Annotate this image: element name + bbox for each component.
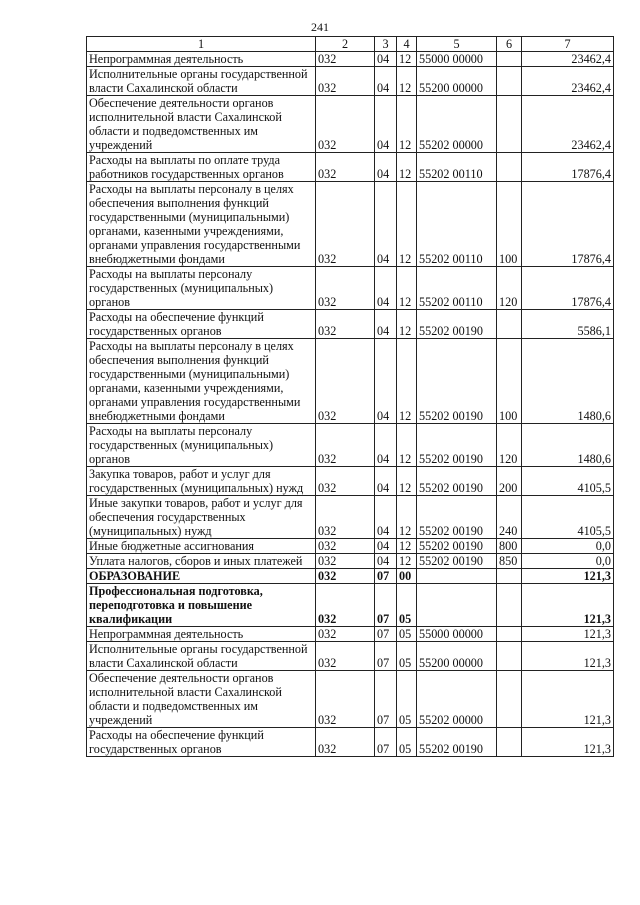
row-target-code: 55202 00190 [417,728,497,757]
row-expense-type-code [497,728,522,757]
row-amount: 121,3 [522,728,614,757]
row-ministry-code: 032 [316,671,375,728]
row-section-code: 07 [375,671,397,728]
row-name-cell: Уплата налогов, сборов и иных платежей [87,554,316,569]
row-expense-type-code: 200 [497,467,522,496]
row-expense-type-code: 100 [497,182,522,267]
row-name-cell: Расходы на обеспечение функций государственных органов [87,310,316,339]
row-amount: 0,0 [522,554,614,569]
row-ministry-code: 032 [316,339,375,424]
row-subsection-code: 05 [397,584,417,627]
row-expense-type-code: 800 [497,539,522,554]
row-name-cell: Расходы на выплаты персоналу государственных (муниципальных) органов [87,267,316,310]
row-amount: 121,3 [522,627,614,642]
row-name-cell: Иные закупки товаров, работ и услуг для обеспечения государственных (муниципальных) нужд [87,496,316,539]
row-target-code: 55202 00110 [417,153,497,182]
row-target-code [417,584,497,627]
row-ministry-code: 032 [316,584,375,627]
row-expense-type-code: 850 [497,554,522,569]
row-amount: 121,3 [522,569,614,584]
row-expense-type-code [497,569,522,584]
row-subsection-code: 12 [397,67,417,96]
table-row [87,569,614,584]
row-amount: 121,3 [522,642,614,671]
row-amount: 23462,4 [522,96,614,153]
row-section-code: 04 [375,424,397,467]
column-number-3: 3 [375,37,397,52]
row-target-code: 55202 00190 [417,496,497,539]
row-amount: 17876,4 [522,267,614,310]
row-subsection-code: 05 [397,728,417,757]
row-amount: 1480,6 [522,339,614,424]
table-row [87,67,614,96]
row-amount: 23462,4 [522,67,614,96]
row-section-code: 04 [375,539,397,554]
row-target-code: 55202 00190 [417,539,497,554]
table-row [87,554,614,569]
row-target-code: 55202 00000 [417,96,497,153]
row-subsection-code: 12 [397,424,417,467]
row-expense-type-code [497,52,522,67]
row-ministry-code: 032 [316,467,375,496]
row-subsection-code: 05 [397,671,417,728]
table-row [87,424,614,467]
row-ministry-code: 032 [316,96,375,153]
row-amount: 17876,4 [522,153,614,182]
row-subsection-code: 05 [397,642,417,671]
row-amount: 4105,5 [522,467,614,496]
table-row [87,267,614,310]
row-expense-type-code: 120 [497,267,522,310]
row-name-cell: Расходы на выплаты персоналу в целях обеспечения выполнения функций государственными (муниципальными) органами, казенными учреждениями, органами управления государственными внебюджетными фондами [87,339,316,424]
row-target-code: 55202 00190 [417,467,497,496]
row-subsection-code: 12 [397,267,417,310]
row-amount: 1480,6 [522,424,614,467]
row-ministry-code: 032 [316,554,375,569]
row-expense-type-code [497,671,522,728]
row-name-cell: ОБРАЗОВАНИЕ [87,569,316,584]
row-section-code: 04 [375,96,397,153]
table-row [87,627,614,642]
row-ministry-code: 032 [316,569,375,584]
table-row [87,339,614,424]
row-subsection-code: 12 [397,339,417,424]
row-ministry-code: 032 [316,728,375,757]
column-number-row [87,37,614,52]
row-name-cell: Исполнительные органы государственной власти Сахалинской области [87,642,316,671]
row-expense-type-code [497,642,522,671]
row-section-code: 04 [375,67,397,96]
row-amount: 4105,5 [522,496,614,539]
row-name-cell: Расходы на выплаты по оплате труда работников государственных органов [87,153,316,182]
row-subsection-code: 12 [397,52,417,67]
column-number-1: 1 [87,37,316,52]
row-name-cell: Обеспечение деятельности органов исполнительной власти Сахалинской области и подведомственных им учреждений [87,671,316,728]
row-section-code: 07 [375,569,397,584]
row-ministry-code: 032 [316,182,375,267]
row-expense-type-code: 120 [497,424,522,467]
row-subsection-code: 12 [397,96,417,153]
row-section-code: 07 [375,728,397,757]
row-amount: 121,3 [522,671,614,728]
row-expense-type-code: 240 [497,496,522,539]
budget-table [86,36,614,757]
row-name-cell: Расходы на выплаты персоналу государственных (муниципальных) органов [87,424,316,467]
table-row [87,642,614,671]
table-row [87,584,614,627]
row-amount: 23462,4 [522,52,614,67]
table-row [87,728,614,757]
row-target-code: 55200 00000 [417,642,497,671]
row-target-code: 55202 00110 [417,267,497,310]
row-subsection-code: 00 [397,569,417,584]
row-section-code: 04 [375,496,397,539]
row-name-cell: Непрограммная деятельность [87,52,316,67]
row-expense-type-code [497,96,522,153]
column-number-7: 7 [522,37,614,52]
row-name-cell: Обеспечение деятельности органов исполнительной власти Сахалинской области и подведомственных им учреждений [87,96,316,153]
column-number-2: 2 [316,37,375,52]
row-target-code: 55000 00000 [417,52,497,67]
row-target-code: 55200 00000 [417,67,497,96]
row-target-code: 55202 00190 [417,554,497,569]
row-expense-type-code [497,584,522,627]
row-name-cell: Расходы на выплаты персоналу в целях обеспечения выполнения функций государственными (муниципальными) органами, казенными учреждениями, органами управления государственными внебюджетными фондами [87,182,316,267]
row-section-code: 07 [375,584,397,627]
row-amount: 0,0 [522,539,614,554]
row-ministry-code: 032 [316,267,375,310]
row-section-code: 04 [375,554,397,569]
row-target-code: 55202 00190 [417,424,497,467]
table-row [87,310,614,339]
row-subsection-code: 12 [397,153,417,182]
row-amount: 5586,1 [522,310,614,339]
row-subsection-code: 12 [397,467,417,496]
row-target-code [417,569,497,584]
row-name-cell: Расходы на обеспечение функций государственных органов [87,728,316,757]
row-amount: 121,3 [522,584,614,627]
column-number-4: 4 [397,37,417,52]
page-number: 241 [311,20,329,34]
row-name-cell: Иные бюджетные ассигнования [87,539,316,554]
row-amount: 17876,4 [522,182,614,267]
table-row [87,153,614,182]
row-target-code: 55202 00190 [417,310,497,339]
row-section-code: 07 [375,627,397,642]
row-ministry-code: 032 [316,310,375,339]
column-number-5: 5 [417,37,497,52]
row-subsection-code: 12 [397,554,417,569]
row-section-code: 04 [375,182,397,267]
row-subsection-code: 12 [397,182,417,267]
row-name-cell: Профессиональная подготовка, переподготовка и повышение квалификации [87,584,316,627]
row-expense-type-code [497,310,522,339]
row-expense-type-code: 100 [497,339,522,424]
row-section-code: 07 [375,642,397,671]
row-expense-type-code [497,627,522,642]
column-number-6: 6 [497,37,522,52]
row-ministry-code: 032 [316,496,375,539]
row-subsection-code: 12 [397,496,417,539]
row-subsection-code: 05 [397,627,417,642]
row-ministry-code: 032 [316,627,375,642]
row-target-code: 55202 00190 [417,339,497,424]
row-section-code: 04 [375,310,397,339]
table-row [87,96,614,153]
table-row [87,671,614,728]
row-subsection-code: 12 [397,310,417,339]
row-ministry-code: 032 [316,153,375,182]
row-ministry-code: 032 [316,424,375,467]
row-expense-type-code [497,153,522,182]
row-section-code: 04 [375,267,397,310]
row-name-cell: Исполнительные органы государственной власти Сахалинской области [87,67,316,96]
table-row [87,467,614,496]
row-ministry-code: 032 [316,539,375,554]
row-target-code: 55202 00000 [417,671,497,728]
row-ministry-code: 032 [316,52,375,67]
row-subsection-code: 12 [397,539,417,554]
row-target-code: 55202 00110 [417,182,497,267]
row-ministry-code: 032 [316,67,375,96]
row-target-code: 55000 00000 [417,627,497,642]
row-name-cell: Непрограммная деятельность [87,627,316,642]
table-row [87,496,614,539]
table-row [87,52,614,67]
row-section-code: 04 [375,467,397,496]
row-expense-type-code [497,67,522,96]
row-name-cell: Закупка товаров, работ и услуг для государственных (муниципальных) нужд [87,467,316,496]
table-row [87,539,614,554]
row-section-code: 04 [375,153,397,182]
row-section-code: 04 [375,52,397,67]
row-section-code: 04 [375,339,397,424]
row-ministry-code: 032 [316,642,375,671]
table-row [87,182,614,267]
